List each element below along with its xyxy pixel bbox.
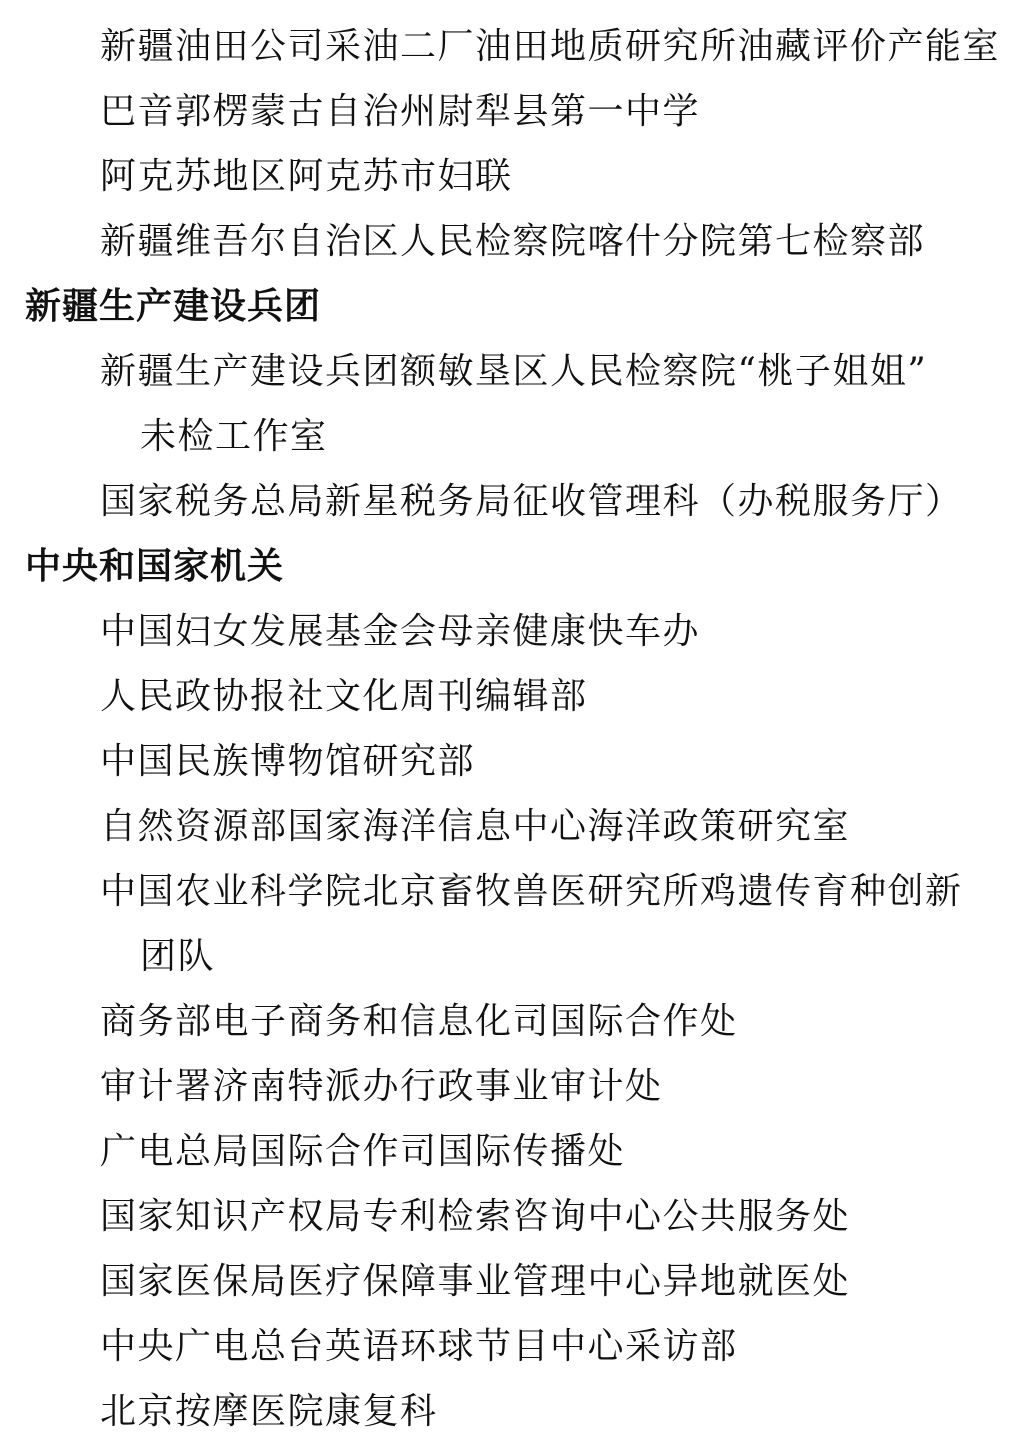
section-header-xinjiang-bingtuan: 新疆生产建设兵团	[25, 285, 322, 326]
org-list-item: 中国妇女发展基金会母亲健康快车办	[100, 611, 701, 652]
org-list-item: 阿克苏地区阿克苏市妇联	[100, 156, 513, 197]
org-list-item: 自然资源部国家海洋信息中心海洋政策研究室	[100, 806, 851, 847]
org-list-item: 国家知识产权局专利检索咨询中心公共服务处	[100, 1196, 851, 1237]
section-header-central-state-organs: 中央和国家机关	[25, 545, 285, 586]
org-list-item: 巴音郭楞蒙古自治州尉犁县第一中学	[100, 91, 701, 132]
org-list-item-continuation: 未检工作室	[140, 416, 328, 457]
org-list-item: 中国民族博物馆研究部	[100, 741, 476, 782]
org-list-item: 商务部电子商务和信息化司国际合作处	[100, 1001, 738, 1042]
org-list-item: 北京按摩医院康复科	[100, 1391, 438, 1432]
org-list-item: 人民政协报社文化周刊编辑部	[100, 676, 588, 717]
org-list-item-continuation: 团队	[140, 936, 216, 977]
org-list-item: 国家医保局医疗保障事业管理中心异地就医处	[100, 1261, 851, 1302]
org-list-item: 中国农业科学院北京畜牧兽医研究所鸡遗传育种创新	[100, 871, 963, 912]
org-list-item: 新疆维吾尔自治区人民检察院喀什分院第七检察部	[100, 221, 926, 262]
org-list-item: 新疆生产建设兵团额敏垦区人民检察院“桃子姐姐”	[100, 351, 928, 392]
org-list-item: 广电总局国际合作司国际传播处	[100, 1131, 626, 1172]
org-list-item: 中央广电总台英语环球节目中心采访部	[100, 1326, 738, 1367]
org-list-item: 审计署济南特派办行政事业审计处	[100, 1066, 663, 1107]
org-list-item: 国家税务总局新星税务局征收管理科（办税服务厅）	[100, 481, 963, 522]
org-list-item: 新疆油田公司采油二厂油田地质研究所油藏评价产能室	[100, 26, 1001, 67]
